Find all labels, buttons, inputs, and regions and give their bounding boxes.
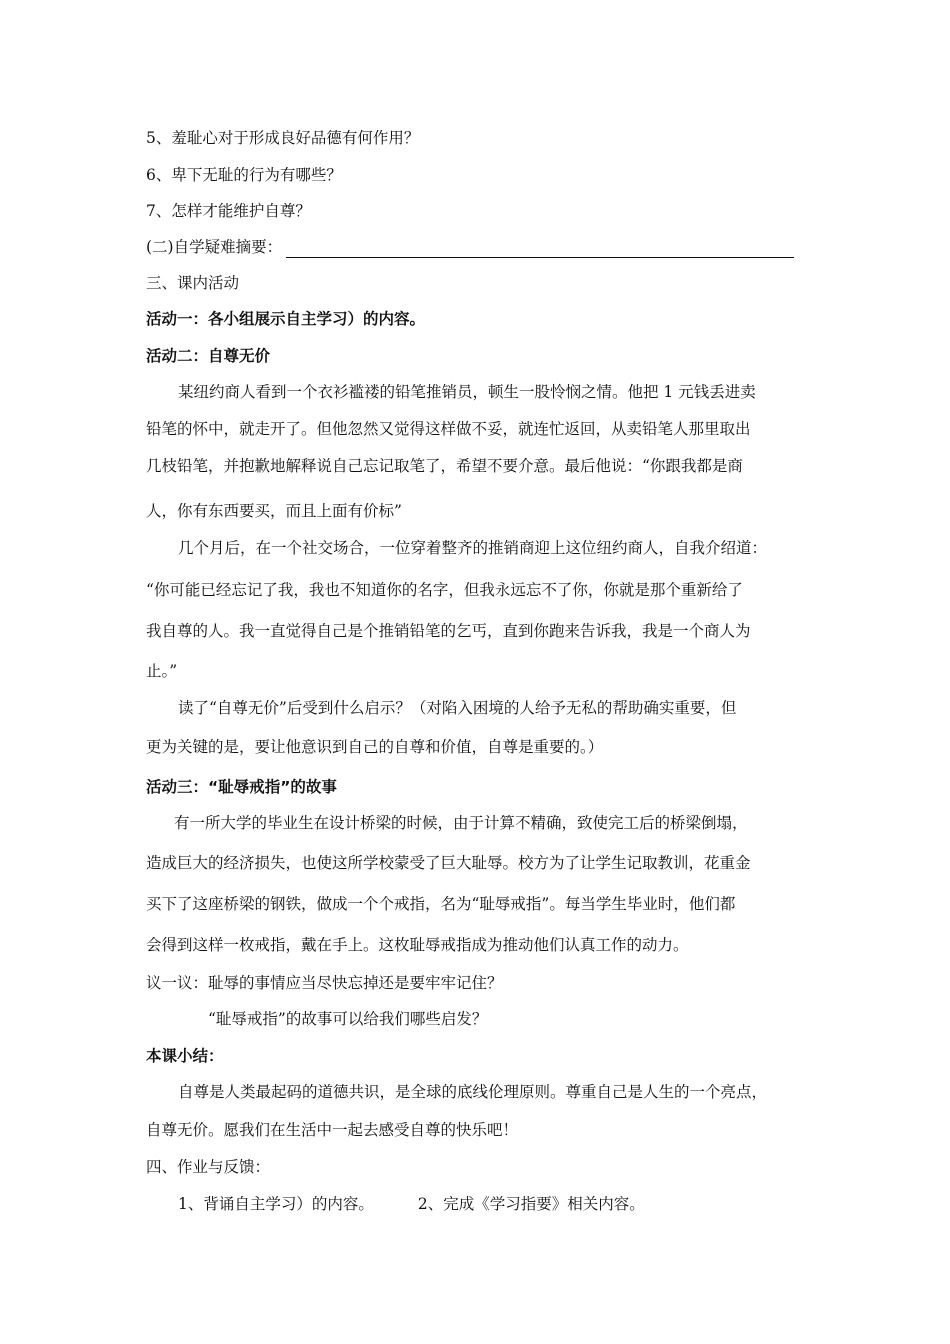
activity-3-paragraph-line: 造成巨大的经济损失，也使这所学校蒙受了巨大耻辱。校方为了让学生记取教训，花重金 — [146, 854, 751, 872]
answer-blank-line[interactable] — [286, 241, 794, 258]
activity-3-paragraph-line: 买下了这座桥梁的钢铁，做成一个个戒指，名为“耻辱戒指”。每当学生毕业时，他们都 — [146, 895, 736, 913]
activity-3-title: 活动三：“耻辱戒指”的故事 — [146, 778, 337, 796]
activity-2-paragraph-line: 人，你有东西要买，而且上面有价标” — [146, 502, 402, 520]
homework-tasks-row — [178, 1193, 645, 1215]
activity-1-title: 活动一：各小组展示自主学习）的内容。 — [146, 310, 426, 328]
discussion-question-2: “耻辱戒指”的故事可以给我们哪些启发？ — [208, 1010, 488, 1028]
activity-2-paragraph-line: 几个月后，在一个社交场合，一位穿着整齐的推销商迎上这位纽约商人，自我介绍道： — [178, 539, 768, 557]
activity-3-paragraph-line: 会得到这样一枚戒指，戴在手上。这枚耻辱戒指成为推动他们认真工作的动力。 — [146, 936, 689, 954]
activity-2-question-line: 更为关键的是，要让他意识到自己的自尊和价值，自尊是重要的。） — [146, 738, 604, 756]
activity-2-paragraph-line: 铅笔的怀中，就走开了。但他忽然又觉得这样做不妥，就连忙返回，从卖铅笔人那里取出 — [146, 420, 751, 438]
summary-line: 自尊无价。愿我们在生活中一起去感受自尊的快乐吧！ — [146, 1121, 519, 1139]
activity-2-paragraph-line: 我自尊的人。我一直觉得自己是个推销铅笔的乞丐，直到你跑来告诉我，我是一个商人为 — [146, 622, 751, 640]
section-3-title: 三、课内活动 — [146, 274, 240, 292]
self-study-doubt-row — [146, 236, 794, 258]
activity-2-paragraph-line: 某纽约商人看到一个衣衫褴褛的铅笔推销员，顿生一股怜悯之情。他把 1 元钱丢进卖 — [178, 383, 756, 401]
discussion-question-1: 议一议：耻辱的事情应当尽快忘掉还是要牢牢记住？ — [146, 974, 503, 992]
summary-line: 自尊是人类最起码的道德共识，是全球的底线伦理原则。尊重自己是人生的一个亮点， — [178, 1083, 768, 1101]
question-7: 7、怎样才能维护自尊？ — [146, 202, 311, 220]
homework-task-1: 1、背诵自主学习）的内容。 — [178, 1195, 374, 1213]
question-5: 5、羞耻心对于形成良好品德有何作用？ — [146, 129, 420, 147]
question-6: 6、卑下无耻的行为有哪些？ — [146, 166, 342, 184]
homework-task-2: 2、完成《学习指要》相关内容。 — [417, 1195, 645, 1213]
section-4-title: 四、作业与反馈： — [146, 1158, 271, 1176]
activity-2-paragraph-line: “你可能已经忘记了我，我也不知道你的名字，但我永远忘不了你，你就是那个重新给了 — [146, 581, 743, 599]
activity-2-title: 活动二：自尊无价 — [146, 347, 271, 365]
activity-2-paragraph-line: 几枝铅笔，并抱歉地解释说自己忘记取笔了，希望不要介意。最后他说：“你跟我都是商 — [146, 457, 743, 475]
self-study-doubt-label: (二)自学疑难摘要： — [146, 238, 283, 256]
summary-title: 本课小结： — [146, 1047, 224, 1065]
activity-2-paragraph-line: 止。” — [146, 662, 178, 680]
activity-2-question-line: 读了“自尊无价”后受到什么启示？（对陷入困境的人给予无私的帮助确实重要，但 — [178, 699, 737, 717]
activity-3-paragraph-line: 有一所大学的毕业生在设计桥梁的时候，由于计算不精确，致使完工后的桥梁倒塌， — [174, 814, 748, 832]
